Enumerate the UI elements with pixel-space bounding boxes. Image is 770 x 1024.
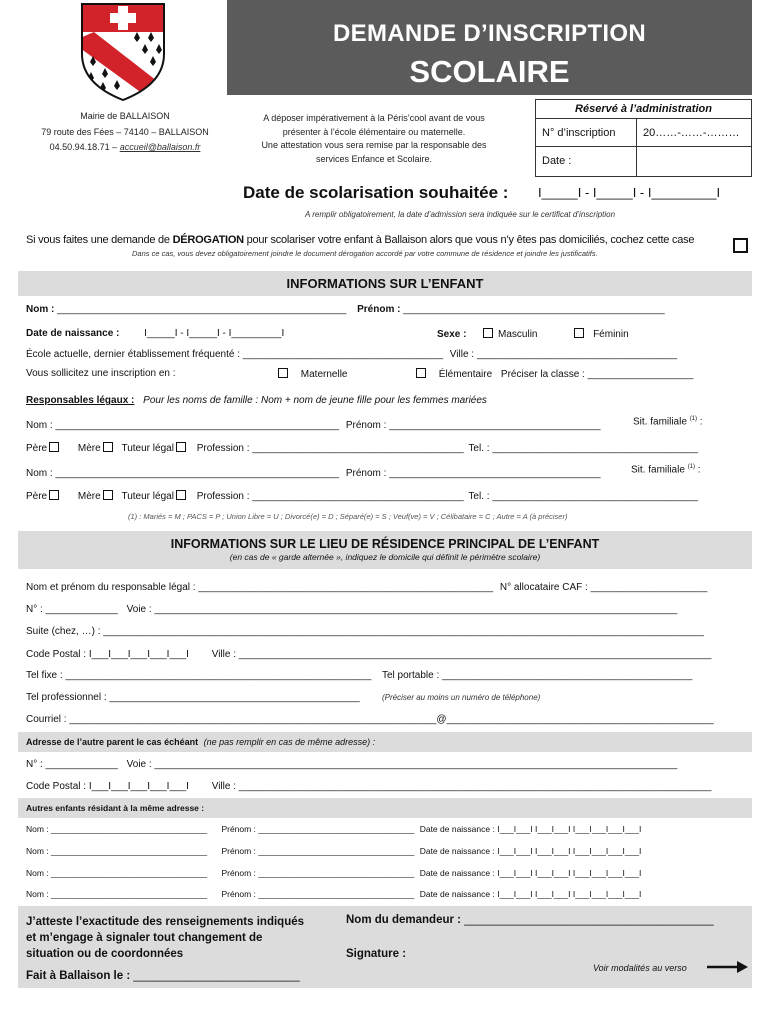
elementaire-option [414, 368, 693, 380]
signature-field[interactable] [420, 940, 740, 968]
sibling-nom-label: Nom : [26, 846, 49, 856]
mairie-email-link[interactable]: accueil@ballaison.fr [119, 142, 201, 152]
schooling-date-fields[interactable]: I_____I - I_____I - I_________I [538, 185, 721, 200]
resp2-tel-field[interactable]: _____________________________________ [492, 491, 699, 502]
tel-fixe-field[interactable]: _______________________________________________________ [65, 670, 372, 681]
resp2-tuteur-checkbox[interactable] [176, 490, 186, 500]
resp2-sit-sup: (1) [687, 464, 696, 470]
resp2-sit-text: Sit. familiale [631, 464, 685, 476]
child-sexe-row [437, 328, 629, 340]
schooling-date-label: Date de scolarisation souhaitée : [243, 183, 509, 202]
postal-code-field[interactable]: I___I___I___I___I___I [88, 649, 189, 660]
inscription-number-label: N° d’inscription [542, 127, 616, 139]
resp2-prenom-field[interactable]: ______________________________________ [389, 468, 601, 479]
resp2-sit-label: Sit. familiale $^{(1)}$ : [631, 464, 701, 476]
tel-row [26, 670, 371, 681]
resp2-role-row [26, 490, 698, 502]
sibling-row [26, 889, 641, 899]
attestation-line: J’atteste l’exactitude des renseignements indiqués [26, 916, 305, 928]
masculin-label: Masculin [498, 329, 538, 340]
other-street-field[interactable]: ______________________________________________________________________________________________ [154, 759, 678, 770]
signature-label: Signature : [346, 948, 407, 960]
resp-legal-field[interactable]: _____________________________________________________ [198, 582, 494, 593]
demandeur-row [346, 914, 714, 926]
resp2-pere-label: Père [26, 491, 48, 502]
instruction-line: présenter à l’école élémentaire ou maternelle. [282, 126, 466, 137]
caf-field[interactable]: _____________________ [590, 582, 708, 593]
tel-portable-field[interactable]: _____________________________________________ [442, 670, 693, 681]
child-dob-row [26, 328, 284, 339]
tel-pro-label: Tel professionnel : [26, 692, 107, 703]
suite-label: Suite (chez, …) : [26, 626, 101, 637]
sibling-nom-field[interactable]: _________________________________ [51, 824, 208, 834]
sibling-dob-field[interactable]: I___I___I I___I___I I___I___I___I___I [497, 889, 642, 899]
resp1-prenom-label: Prénom : [345, 420, 387, 431]
resp2-tel-label: Tel. : [468, 491, 490, 502]
situation-footnote: (1) : Mariés = M ; PACS = P ; Union Libre = U ; Divorcé(e) = D ; Séparé(e) = S ; Veuf(ve) = V ; Célibataire = C ; Autre = A (à préciser) [128, 512, 568, 521]
other-postal-code-label: Code Postal : [26, 781, 87, 792]
street-label: Voie : [126, 604, 152, 615]
other-parent-note: (ne pas remplir en cas de même adresse) : [203, 737, 376, 747]
maternelle-option [276, 368, 347, 380]
coat-of-arms-logo [80, 2, 166, 102]
sibling-row [26, 846, 641, 856]
derogation-text-start: Si vous faites une demande de [26, 234, 173, 246]
sibling-prenom-label: Prénom : [221, 889, 256, 899]
sibling-prenom-label: Prénom : [221, 846, 256, 856]
resp1-nom-field[interactable]: ___________________________________________________ [55, 420, 340, 431]
sibling-nom-label: Nom : [26, 889, 49, 899]
sibling-nom-label: Nom : [26, 868, 49, 878]
street-field[interactable]: ______________________________________________________________________________________________ [154, 604, 678, 615]
inscription-level-label: Vous sollicitez une inscription en : [26, 368, 176, 379]
other-city-field[interactable]: _____________________________________________________________________________________ [238, 781, 712, 792]
child-nom-label: Nom : [26, 304, 55, 315]
school-city-field[interactable]: ____________________________________ [476, 349, 678, 360]
tel-portable-row [382, 670, 692, 681]
email-field[interactable]: __________________________________________________________________@________________________________________________ [69, 714, 714, 725]
other-address-row [26, 759, 677, 770]
resp1-profession-label: Profession : [196, 443, 250, 454]
street-number-field[interactable]: _____________ [45, 604, 118, 615]
tel-pro-field[interactable]: _____________________________________________ [109, 692, 360, 703]
child-nom-field[interactable]: ____________________________________________________ [57, 304, 347, 315]
resp1-tuteur-label: Tuteur légal [121, 443, 174, 454]
child-prenom-field[interactable]: _______________________________________________ [403, 304, 665, 315]
caf-label: N° allocataire CAF : [499, 582, 588, 593]
sibling-nom-field[interactable]: _________________________________ [51, 889, 208, 899]
sibling-prenom-label: Prénom : [221, 868, 256, 878]
other-parent-title: Adresse de l’autre parent le cas échéant [26, 737, 199, 747]
resp2-profession-field[interactable]: ______________________________________ [252, 491, 464, 502]
resp1-tuteur-checkbox[interactable] [176, 442, 186, 452]
resp2-mere-label: Mère [77, 491, 101, 502]
resp1-pere-label: Père [26, 443, 48, 454]
derogation-checkbox[interactable] [733, 238, 748, 253]
resp-legal-label: Nom et prénom du responsable légal : [26, 582, 196, 593]
email-row [26, 714, 714, 725]
arrow-right-icon [707, 960, 749, 979]
sibling-dob-label: Date de naissance : [419, 846, 495, 856]
street-number-label: N° : [26, 604, 43, 615]
resp1-profession-field[interactable]: ______________________________________ [252, 443, 464, 454]
attestation-line: et m’engage à signaler tout changement de [26, 932, 263, 944]
residence-section-title: INFORMATIONS SUR LE LIEU DE RÉSIDENCE PRINCIPAL DE L’ENFANT [170, 537, 600, 551]
sibling-dob-field[interactable]: I___I___I I___I___I I___I___I___I___I [497, 846, 642, 856]
sibling-nom-field[interactable]: _________________________________ [51, 846, 208, 856]
maternelle-label: Maternelle [300, 369, 348, 380]
other-street-label: Voie : [126, 759, 152, 770]
other-parent-header [18, 732, 752, 752]
elementaire-label: Élémentaire [438, 369, 493, 380]
admin-box-title: Réservé à l’administration [536, 100, 751, 119]
tel-portable-label: Tel portable : [382, 670, 440, 681]
sibling-prenom-field[interactable]: _________________________________ [258, 846, 415, 856]
responsables-title: Responsables légaux : [26, 395, 135, 406]
other-postal-row [26, 781, 712, 792]
derogation-note: Dans ce cas, vous devez obligatoirement joindre le document dérogation accordé par votre commune de résidence et joindre les justificatifs. [132, 249, 598, 258]
other-city-label: Ville : [211, 781, 236, 792]
sibling-nom-label: Nom : [26, 824, 49, 834]
child-dob-field[interactable]: I_____I - I_____I - I_________I [144, 328, 285, 339]
resp2-nom-label: Nom : [26, 468, 53, 479]
child-name-row [26, 304, 752, 315]
siblings-title: Autres enfants résidant à la même adresse : [26, 803, 205, 813]
derogation-keyword: DÉROGATION [172, 234, 244, 246]
inscription-number-field[interactable]: 20……-……-……… [643, 127, 740, 139]
sibling-prenom-label: Prénom : [221, 824, 256, 834]
city-label: Ville : [211, 649, 236, 660]
resp2-pere-checkbox[interactable] [49, 490, 59, 500]
demandeur-field[interactable]: _______________________________________ [464, 914, 714, 926]
mairie-block [10, 109, 240, 156]
resp1-name-row [26, 420, 601, 431]
child-section-title: INFORMATIONS SUR L’ENFANT [286, 276, 484, 291]
residence-section-header [18, 531, 752, 569]
sibling-dob-label: Date de naissance : [419, 889, 495, 899]
schooling-date-note: A remplir obligatoirement, la date d’admission sera indiquée sur le certificat d’inscription [305, 210, 616, 219]
child-section-header [18, 271, 752, 296]
resp1-prenom-field[interactable]: ______________________________________ [389, 420, 601, 431]
resp2-name-row [26, 468, 601, 479]
mairie-name: Mairie de BALLAISON [80, 111, 170, 121]
resp1-mere-checkbox[interactable] [103, 442, 113, 452]
fait-label: Fait à Ballaison le : [26, 970, 131, 982]
mairie-phone: 04.50.94.18.71 – [49, 142, 118, 152]
resp2-prenom-label: Prénom : [345, 468, 387, 479]
sibling-row [26, 868, 641, 878]
responsables-subtitle: Pour les noms de famille : Nom + nom de jeune fille pour les femmes mariées [143, 395, 487, 406]
admin-date-label: Date : [542, 155, 572, 167]
tel-fixe-label: Tel fixe : [26, 670, 63, 681]
inscription-level-row [26, 368, 176, 379]
suite-row [26, 626, 704, 637]
resp1-pere-checkbox[interactable] [49, 442, 59, 452]
other-postal-code-field[interactable]: I___I___I___I___I___I [88, 781, 189, 792]
resp1-tel-field[interactable]: _____________________________________ [492, 443, 699, 454]
feminin-checkbox[interactable] [574, 328, 584, 338]
attestation-text [26, 914, 304, 962]
resp2-nom-field[interactable]: ___________________________________________________ [55, 468, 340, 479]
child-prenom-label: Prénom : [357, 304, 401, 315]
child-school-row [26, 349, 677, 360]
attestation-line: situation ou de coordonnées [26, 948, 184, 960]
verso-note: Voir modalités au verso [593, 963, 687, 973]
email-label: Courriel : [26, 714, 67, 725]
title-line2: SCOLAIRE [409, 54, 570, 89]
sibling-dob-label: Date de naissance : [419, 824, 495, 834]
sibling-dob-label: Date de naissance : [419, 868, 495, 878]
sibling-nom-field[interactable]: _________________________________ [51, 868, 208, 878]
title-banner [227, 0, 752, 95]
instructions-block [236, 112, 512, 166]
resp1-mere-label: Mère [77, 443, 101, 454]
resp1-role-row [26, 442, 698, 454]
derogation-text [26, 234, 694, 246]
sibling-dob-field[interactable]: I___I___I I___I___I I___I___I___I___I [497, 824, 642, 834]
suite-field[interactable]: ____________________________________________________________________________________________________________ [103, 626, 704, 637]
resp1-sit-label: Sit. familiale $^{(1)}$ : [633, 416, 703, 428]
resp2-profession-label: Profession : [196, 491, 250, 502]
mairie-address: 79 route des Fées – 74140 – BALLAISON [41, 126, 209, 137]
sibling-dob-field[interactable]: I___I___I I___I___I I___I___I___I___I [497, 868, 642, 878]
fait-date-field[interactable]: __________________________ [133, 970, 300, 982]
other-street-number-label: N° : [26, 759, 43, 770]
child-sexe-label: Sexe : [437, 329, 467, 340]
admin-box [535, 99, 752, 177]
address-row [26, 604, 677, 615]
title-line1: DEMANDE D’INSCRIPTION [333, 20, 646, 47]
resp1-nom-label: Nom : [26, 420, 53, 431]
city-field[interactable]: _____________________________________________________________________________________ [238, 649, 712, 660]
demandeur-label: Nom du demandeur : [346, 914, 462, 926]
elementaire-checkbox[interactable] [416, 368, 426, 378]
siblings-header [18, 798, 752, 818]
resp1-sit-sup: (1) [689, 416, 698, 422]
instruction-line: services Enfance et Scolaire. [315, 153, 433, 164]
sibling-prenom-field[interactable]: _________________________________ [258, 868, 415, 878]
current-school-field[interactable]: ____________________________________ [242, 349, 444, 360]
feminin-label: Féminin [593, 329, 629, 340]
current-school-label: École actuelle, dernier établissement fréquenté : [26, 349, 241, 360]
sibling-prenom-field[interactable]: _________________________________ [258, 889, 415, 899]
resp1-sit-text: Sit. familiale [633, 416, 687, 428]
masculin-checkbox[interactable] [483, 328, 493, 338]
resp1-tel-label: Tel. : [468, 443, 490, 454]
responsables-title-row [26, 395, 487, 406]
postal-row [26, 649, 712, 660]
resp2-tuteur-label: Tuteur légal [121, 491, 174, 502]
classe-label: Préciser la classe : [500, 369, 585, 380]
instruction-line: A déposer impérativement à la Péris’cool avant de vous [263, 113, 485, 123]
derogation-text-end: pour scolariser votre enfant à Ballaison alors que vous n’y êtes pas domiciliés, cochez cette case [243, 234, 695, 246]
tel-note: (Préciser au moins un numéro de téléphone) [382, 693, 541, 702]
tel-pro-row [26, 692, 360, 703]
resp2-mere-checkbox[interactable] [103, 490, 113, 500]
sibling-row [26, 824, 641, 834]
classe-field[interactable]: ___________________ [587, 369, 694, 380]
school-city-label: Ville : [449, 349, 475, 360]
sibling-prenom-field[interactable]: _________________________________ [258, 824, 415, 834]
maternelle-checkbox[interactable] [278, 368, 288, 378]
residence-section-subtitle: (en cas de « garde alternée », indiquez le domicile qui définit le périmètre scolaire) [229, 552, 541, 562]
other-street-number-field[interactable]: _____________ [45, 759, 118, 770]
instruction-line: Une attestation vous sera remise par la responsable des [261, 140, 487, 150]
resp-legal-row [26, 582, 707, 593]
fait-row [26, 970, 300, 982]
postal-code-label: Code Postal : [26, 649, 87, 660]
child-dob-label: Date de naissance : [26, 328, 120, 339]
